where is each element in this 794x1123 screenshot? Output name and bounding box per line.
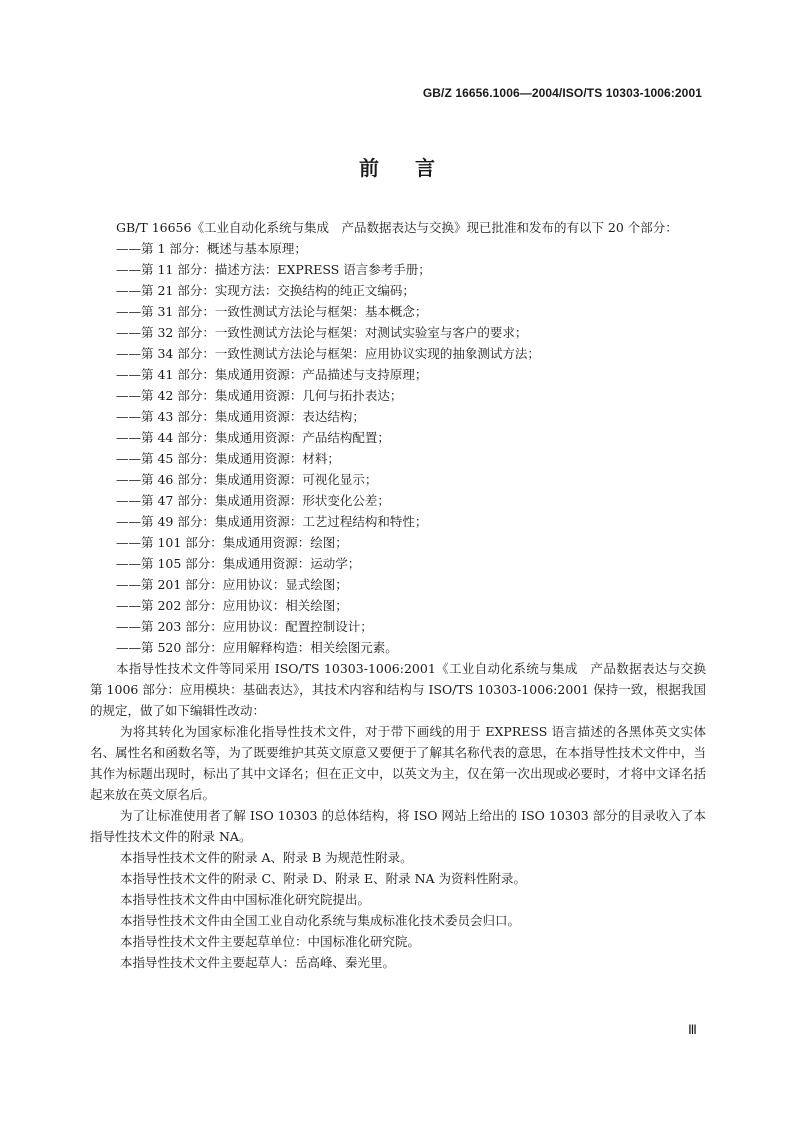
drafters-paragraph: 本指导性技术文件主要起草人：岳高峰、秦光里。 bbox=[120, 955, 396, 970]
part-list-item: ——第 202 部分：应用协议：相关绘图； bbox=[116, 598, 348, 613]
proposed-by-paragraph: 本指导性技术文件由中国标准化研究院提出。 bbox=[120, 892, 371, 907]
standard-code-header: GB/Z 16656.1006—2004/ISO/TS 10303-1006:2001 bbox=[422, 86, 702, 100]
part-list-item: ——第 105 部分：集成通用资源：运动学； bbox=[116, 556, 361, 571]
part-list-item: ——第 31 部分：一致性测试方法论与框架：基本概念； bbox=[116, 304, 428, 319]
part-list-item: ——第 1 部分：概述与基本原理； bbox=[116, 241, 307, 256]
document-body bbox=[90, 217, 719, 973]
part-list-item: ——第 101 部分：集成通用资源：绘图； bbox=[116, 535, 348, 550]
part-list-item: ——第 46 部分：集成通用资源：可视化显示； bbox=[116, 472, 378, 487]
part-list-item: ——第 21 部分：实现方法：交换结构的纯正文编码； bbox=[116, 283, 415, 298]
centralized-by-paragraph: 本指导性技术文件由全国工业自动化系统与集成标准化技术委员会归口。 bbox=[120, 913, 521, 928]
intro-paragraph: GB/T 16656《工业自动化系统与集成 产品数据表达与交换》现已批准和发布的有以下 20 个部分： bbox=[116, 220, 678, 235]
normative-annex-paragraph: 本指导性技术文件的附录 A、附录 B 为规范性附录。 bbox=[120, 850, 413, 865]
part-list-item: ——第 203 部分：应用协议：配置控制设计； bbox=[116, 619, 373, 634]
part-list-item: ——第 49 部分：集成通用资源：工艺过程结构和特性； bbox=[116, 514, 428, 529]
part-list-item: ——第 34 部分：一致性测试方法论与框架：应用协议实现的抽象测试方法； bbox=[116, 346, 540, 361]
part-list-item: ——第 45 部分：集成通用资源：材料； bbox=[116, 451, 340, 466]
part-list-item: ——第 47 部分：集成通用资源：形状变化公差； bbox=[116, 493, 390, 508]
edit-note-paragraph: 为将其转化为国家标准化指导性技术文件，对于带下画线的用于 EXPRESS 语言描述的各黑体英文实体名、属性名和函数名等，为了既要维护其英文原意又要便于了解其名称代表的意思，在本指导性技术文件中，当其作为标题出现时，标出了其中文译名；但在正文中，以英文为主，仅在第一次出现或必要时，才将中文译名括起来放在英文原名后。 bbox=[90, 724, 706, 802]
drafting-unit-paragraph: 本指导性技术文件主要起草单位：中国标准化研究院。 bbox=[120, 934, 421, 949]
part-list-item: ——第 41 部分：集成通用资源：产品描述与支持原理； bbox=[116, 367, 428, 382]
page-title: 前言 bbox=[359, 156, 471, 180]
part-list-item: ——第 42 部分：集成通用资源：几何与拓扑表达； bbox=[116, 388, 403, 403]
part-list-item: ——第 43 部分：集成通用资源：表达结构； bbox=[116, 409, 365, 424]
annex-na-paragraph: 为了让标准使用者了解 ISO 10303 的总体结构，将 ISO 网站上给出的 ISO 10303 部分的目录收入了本指导性技术文件的附录 NA。 bbox=[90, 808, 706, 844]
informative-annex-paragraph: 本指导性技术文件的附录 C、附录 D、附录 E、附录 NA 为资料性附录。 bbox=[120, 871, 527, 886]
equivalence-paragraph: 本指导性技术文件等同采用 ISO/TS 10303-1006:2001《工业自动化系统与集成 产品数据表达与交换 第 1006 部分：应用模块：基础表达》，其技术内容和结构与 ISO/TS 10303-1006:2001 保持一致，根据我国的规定，做了如下编辑性改动： bbox=[90, 661, 719, 718]
page-number: Ⅲ bbox=[688, 1022, 697, 1037]
part-list-item: ——第 520 部分：应用解释构造：相关绘图元素。 bbox=[116, 640, 398, 655]
part-list-item: ——第 11 部分：描述方法：EXPRESS 语言参考手册； bbox=[116, 262, 431, 277]
part-list-item: ——第 44 部分：集成通用资源：产品结构配置； bbox=[116, 430, 390, 445]
part-list-item: ——第 201 部分：应用协议：显式绘图； bbox=[116, 577, 348, 592]
parts-list bbox=[90, 238, 706, 658]
part-list-item: ——第 32 部分：一致性测试方法论与框架：对测试实验室与客户的要求； bbox=[116, 325, 528, 340]
